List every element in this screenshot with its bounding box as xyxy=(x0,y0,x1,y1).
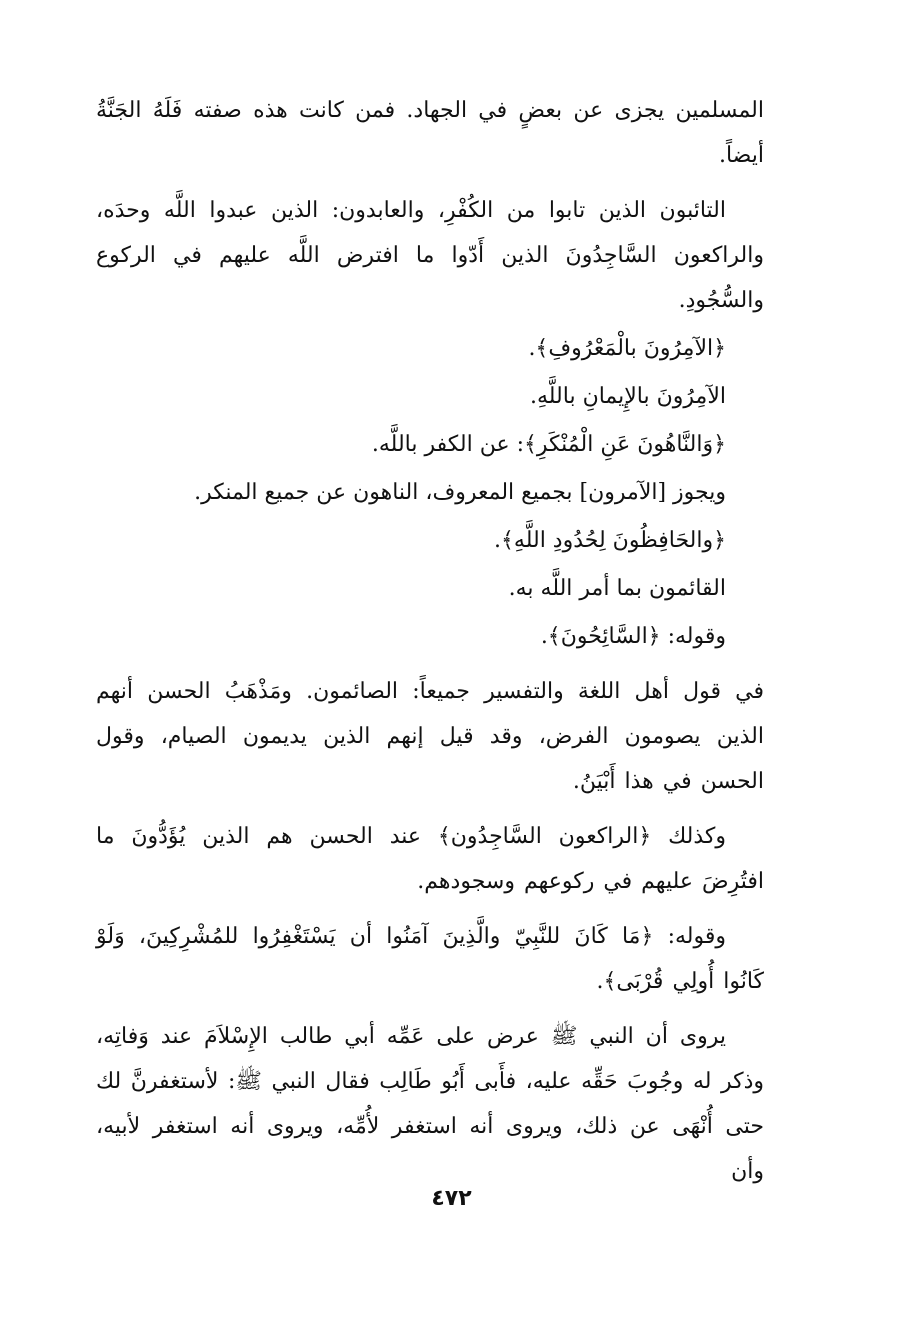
page-body xyxy=(96,88,764,1238)
line-qaimun: القائمون بما أمر اللَّه به. xyxy=(508,576,726,601)
page-number: ٤٧٢ xyxy=(431,1186,472,1211)
verse-nahun: ﴿وَالنَّاهُونَ عَنِ الْمُنْكَرِ﴾: عن الكفر باللَّه. xyxy=(371,432,726,457)
line-yajuz: ويجوز [الآمرون] بجميع المعروف، الناهون عن جميع المنكر. xyxy=(194,480,726,505)
paragraph-yurwa: يروى أن النبي ﷺ عرض على عَمِّه أبي طالب الإِسْلاَمَ عند وَفاتِه، وذكر له وجُوبَ حَقِّه عليه، فأَبى أَبُو طَالِب فقال النبي ﷺ: لأستغفرنَّ لك حتى أُنْهَى عن ذلك، ويروى أنه استغفر لأُمِّه، ويروى أنه استغفر لأبيه، وأن xyxy=(96,1024,764,1184)
paragraph-rakiun: وكذلك ﴿الراكعون السَّاجِدُون﴾ عند الحسن هم الذين يُؤَدُّونَ ما افتُرِضَ عليهم في ركوعهم وسجودهم. xyxy=(96,824,764,894)
verse-hafizun: ﴿والحَافِظُونَ لِحُدُودِ اللَّهِ﴾. xyxy=(494,528,726,553)
verse-amirun: ﴿الآمِرُونَ بالْمَعْرُوفِ﴾. xyxy=(528,336,726,361)
paragraph-ma-kana: وقوله: ﴿مَا كَانَ للنَّبِيّ والَّذِينَ آمَنُوا أن يَسْتَغْفِرُوا للمُشْرِكِينَ، وَلَوْ كَانُوا أُولِي قُرْبَى﴾. xyxy=(96,924,764,994)
paragraph-continuation: المسلمين يجزى عن بعضٍ في الجهاد. فمن كانت هذه صفته فَلَهُ الجَنَّةُ أيضاً. xyxy=(96,98,764,168)
verse-saihun: وقوله: ﴿السَّائِحُونَ﴾. xyxy=(540,624,726,649)
paragraph-taibun: التائبون الذين تابوا من الكُفْرِ، والعابدون: الذين عبدوا اللَّه وحدَه، والراكعون السَّاجِدُونَ الذين أَدّوا ما افترض اللَّه عليهم في الركوع والسُّجُودِ. xyxy=(96,198,764,313)
line-amirun-explained: الآمِرُونَ بالإِيمانِ باللَّهِ. xyxy=(529,384,726,409)
paragraph-saihun-explained: في قول أهل اللغة والتفسير جميعاً: الصائمون. ومَذْهَبُ الحسن أنهم الذين يصومون الفرض، وقد قيل إنهم الذين يديمون الصيام، وقول الحسن في هذا أَبْيَنُ. xyxy=(96,679,764,794)
